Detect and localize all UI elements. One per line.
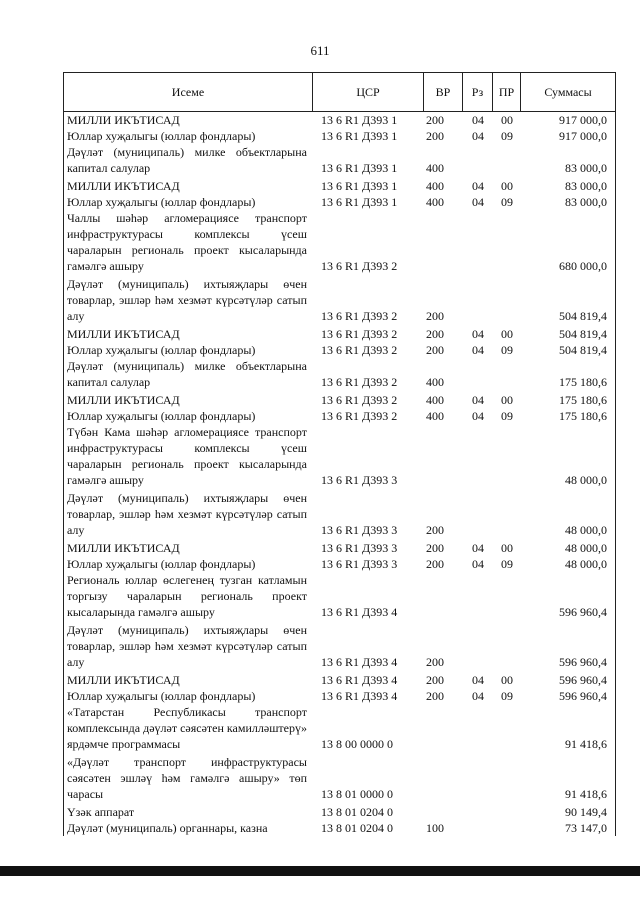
cell-csr: 13 6 R1 Д393 3 xyxy=(321,523,398,537)
table-row xyxy=(64,622,615,670)
header-pr: ПР xyxy=(493,73,521,111)
cell-sum: 48 000,0 xyxy=(565,557,607,571)
cell-csr: 13 6 R1 Д393 2 xyxy=(321,409,398,423)
cell-rz: 04 xyxy=(472,129,484,143)
cell-csr: 13 6 R1 Д393 4 xyxy=(321,673,398,687)
cell-rz: 04 xyxy=(472,195,484,209)
cell-pr: 09 xyxy=(501,689,513,703)
cell-rz: 04 xyxy=(472,113,484,127)
cell-csr: 13 6 R1 Д393 3 xyxy=(321,541,398,555)
cell-sum: 596 960,4 xyxy=(559,689,607,703)
table-row xyxy=(64,326,615,342)
cell-sum: 504 819,4 xyxy=(559,327,607,341)
cell-sum: 73 147,0 xyxy=(565,821,607,835)
cell-sum: 680 000,0 xyxy=(559,259,607,273)
cell-vr: 200 xyxy=(426,541,444,555)
table-row xyxy=(64,128,615,144)
cell-name: Дәүләт (муниципаль) органнары, казна xyxy=(67,821,268,835)
table-row xyxy=(64,556,615,572)
cell-vr: 200 xyxy=(426,523,444,537)
cell-name: МИЛЛИ ИКЪТИСАД xyxy=(67,673,180,687)
cell-vr: 400 xyxy=(426,179,444,193)
cell-name: Юллар хуҗалыгы (юллар фондлары) xyxy=(67,557,256,571)
cell-csr: 13 8 00 0000 0 xyxy=(321,737,393,751)
cell-sum: 83 000,0 xyxy=(565,179,607,193)
cell-rz: 04 xyxy=(472,689,484,703)
table-row xyxy=(64,408,615,424)
cell-rz: 04 xyxy=(472,557,484,571)
cell-sum: 504 819,4 xyxy=(559,309,607,323)
cell-pr: 00 xyxy=(501,179,513,193)
cell-name: «Дәүләт транспорт инфраструктурасы сәясәтен эшләү һәм гамәлгә ашыру» төп чарасы xyxy=(67,755,307,801)
cell-vr: 100 xyxy=(426,821,444,835)
cell-sum: 596 960,4 xyxy=(559,655,607,669)
table-row xyxy=(64,804,615,820)
cell-csr: 13 6 R1 Д393 3 xyxy=(321,473,398,487)
cell-name: МИЛЛИ ИКЪТИСАД xyxy=(67,179,180,193)
table-row xyxy=(64,112,615,128)
cell-name: Юллар хуҗалыгы (юллар фондлары) xyxy=(67,195,256,209)
cell-csr: 13 6 R1 Д393 1 xyxy=(321,195,398,209)
cell-sum: 917 000,0 xyxy=(559,129,607,143)
cell-pr: 00 xyxy=(501,673,513,687)
cell-pr: 09 xyxy=(501,409,513,423)
cell-vr: 200 xyxy=(426,113,444,127)
table-row xyxy=(64,342,615,358)
cell-rz: 04 xyxy=(472,327,484,341)
cell-csr: 13 6 R1 Д393 1 xyxy=(321,113,398,127)
cell-csr: 13 6 R1 Д393 2 xyxy=(321,259,398,273)
cell-name: МИЛЛИ ИКЪТИСАД xyxy=(67,113,180,127)
cell-csr: 13 6 R1 Д393 2 xyxy=(321,375,398,389)
cell-name: Түбән Кама шәһәр агломерациясе транспорт инфраструктурасы комплексы үсеш чараларын региональ проект кысаларында гамәлгә ашыру xyxy=(67,425,307,487)
cell-rz: 04 xyxy=(472,343,484,357)
cell-name: Дәүләт (муниципаль) ихтыяҗлары өчен товарлар, эшләр һәм хезмәт күрсәтүләр сатып алу xyxy=(67,491,307,537)
cell-sum: 175 180,6 xyxy=(559,393,607,407)
table-row xyxy=(64,490,615,538)
cell-sum: 175 180,6 xyxy=(559,409,607,423)
cell-csr: 13 6 R1 Д393 2 xyxy=(321,393,398,407)
cell-vr: 400 xyxy=(426,393,444,407)
cell-sum: 596 960,4 xyxy=(559,605,607,619)
cell-name: Чаллы шәһәр агломерациясе транспорт инфраструктурасы комплексы үсеш чараларын региональ проект кысаларында гамәлгә ашыру xyxy=(67,211,307,273)
cell-csr: 13 6 R1 Д393 4 xyxy=(321,689,398,703)
cell-sum: 596 960,4 xyxy=(559,673,607,687)
cell-rz: 04 xyxy=(472,393,484,407)
cell-csr: 13 6 R1 Д393 1 xyxy=(321,161,398,175)
header-rz: Рз xyxy=(463,73,493,111)
cell-csr: 13 6 R1 Д393 4 xyxy=(321,655,398,669)
table-header xyxy=(64,72,615,112)
cell-vr: 200 xyxy=(426,689,444,703)
cell-vr: 200 xyxy=(426,327,444,341)
table-row xyxy=(64,672,615,688)
cell-vr: 200 xyxy=(426,673,444,687)
table-row xyxy=(64,276,615,324)
cell-csr: 13 6 R1 Д393 4 xyxy=(321,605,398,619)
cell-rz: 04 xyxy=(472,179,484,193)
cell-csr: 13 6 R1 Д393 2 xyxy=(321,327,398,341)
cell-sum: 83 000,0 xyxy=(565,161,607,175)
cell-sum: 83 000,0 xyxy=(565,195,607,209)
cell-pr: 09 xyxy=(501,343,513,357)
cell-vr: 400 xyxy=(426,409,444,423)
cell-name: Юллар хуҗалыгы (юллар фондлары) xyxy=(67,689,256,703)
cell-name: МИЛЛИ ИКЪТИСАД xyxy=(67,393,180,407)
cell-name: МИЛЛИ ИКЪТИСАД xyxy=(67,327,180,341)
cell-rz: 04 xyxy=(472,541,484,555)
cell-vr: 200 xyxy=(426,557,444,571)
header-name: Исеме xyxy=(64,73,313,111)
cell-csr: 13 6 R1 Д393 2 xyxy=(321,309,398,323)
table-row xyxy=(64,358,615,390)
table-row xyxy=(64,194,615,210)
cell-vr: 400 xyxy=(426,161,444,175)
cell-pr: 00 xyxy=(501,327,513,341)
cell-sum: 48 000,0 xyxy=(565,523,607,537)
cell-csr: 13 6 R1 Д393 2 xyxy=(321,343,398,357)
table-row xyxy=(64,424,615,488)
cell-vr: 200 xyxy=(426,343,444,357)
cell-sum: 48 000,0 xyxy=(565,473,607,487)
cell-csr: 13 8 01 0204 0 xyxy=(321,821,393,835)
table-row xyxy=(64,820,615,836)
cell-csr: 13 6 R1 Д393 3 xyxy=(321,557,398,571)
header-csr: ЦСР xyxy=(313,73,424,111)
cell-pr: 09 xyxy=(501,195,513,209)
cell-sum: 48 000,0 xyxy=(565,541,607,555)
table-row xyxy=(64,392,615,408)
cell-name: Дәүләт (муниципаль) ихтыяҗлары өчен товарлар, эшләр һәм хезмәт күрсәтүләр сатып алу xyxy=(67,277,307,323)
cell-name: Региональ юллар өслегенең тузган катламын торгызу чараларын региональ проект кысаларында гамәлгә ашыру xyxy=(67,573,307,619)
cell-name: Дәүләт (муниципаль) милке объектларына капитал салулар xyxy=(67,359,307,389)
cell-vr: 200 xyxy=(426,309,444,323)
table-body xyxy=(64,112,615,836)
table-row xyxy=(64,704,615,752)
table-row xyxy=(64,572,615,620)
table-row xyxy=(64,178,615,194)
cell-rz: 04 xyxy=(472,409,484,423)
table-row xyxy=(64,144,615,176)
cell-csr: 13 6 R1 Д393 1 xyxy=(321,129,398,143)
cell-rz: 04 xyxy=(472,673,484,687)
cell-vr: 400 xyxy=(426,195,444,209)
table-row xyxy=(64,210,615,274)
cell-csr: 13 8 01 0000 0 xyxy=(321,787,393,801)
cell-pr: 09 xyxy=(501,557,513,571)
cell-name: Дәүләт (муниципаль) ихтыяҗлары өчен товарлар, эшләр һәм хезмәт күрсәтүләр сатып алу xyxy=(67,623,307,669)
budget-table xyxy=(63,72,616,836)
cell-vr: 200 xyxy=(426,655,444,669)
cell-pr: 00 xyxy=(501,113,513,127)
cell-vr: 400 xyxy=(426,375,444,389)
header-sum: Суммасы xyxy=(544,84,592,99)
table-row xyxy=(64,540,615,556)
cell-sum: 91 418,6 xyxy=(565,737,607,751)
cell-name: Үзәк аппарат xyxy=(67,805,135,819)
header-vr: ВР xyxy=(424,73,463,111)
cell-name: Юллар хуҗалыгы (юллар фондлары) xyxy=(67,343,256,357)
cell-sum: 175 180,6 xyxy=(559,375,607,389)
cell-name: Юллар хуҗалыгы (юллар фондлары) xyxy=(67,129,256,143)
cell-name: Дәүләт (муниципаль) милке объектларына капитал салулар xyxy=(67,145,307,175)
cell-pr: 09 xyxy=(501,129,513,143)
cell-csr: 13 8 01 0204 0 xyxy=(321,805,393,819)
page-number: 611 xyxy=(310,43,330,58)
cell-vr: 200 xyxy=(426,129,444,143)
cell-pr: 00 xyxy=(501,541,513,555)
cell-sum: 917 000,0 xyxy=(559,113,607,127)
cell-name: МИЛЛИ ИКЪТИСАД xyxy=(67,541,180,555)
cell-name: Юллар хуҗалыгы (юллар фондлары) xyxy=(67,409,256,423)
scan-edge-bar xyxy=(0,866,640,876)
table-row xyxy=(64,688,615,704)
cell-csr: 13 6 R1 Д393 1 xyxy=(321,179,398,193)
table-row xyxy=(64,754,615,802)
cell-pr: 00 xyxy=(501,393,513,407)
cell-sum: 90 149,4 xyxy=(565,805,607,819)
cell-sum: 504 819,4 xyxy=(559,343,607,357)
cell-name: «Татарстан Республикасы транспорт комплексында дәүләт сәясәтен камилләштерү» ярдәмче программасы xyxy=(67,705,308,751)
cell-sum: 91 418,6 xyxy=(565,787,607,801)
